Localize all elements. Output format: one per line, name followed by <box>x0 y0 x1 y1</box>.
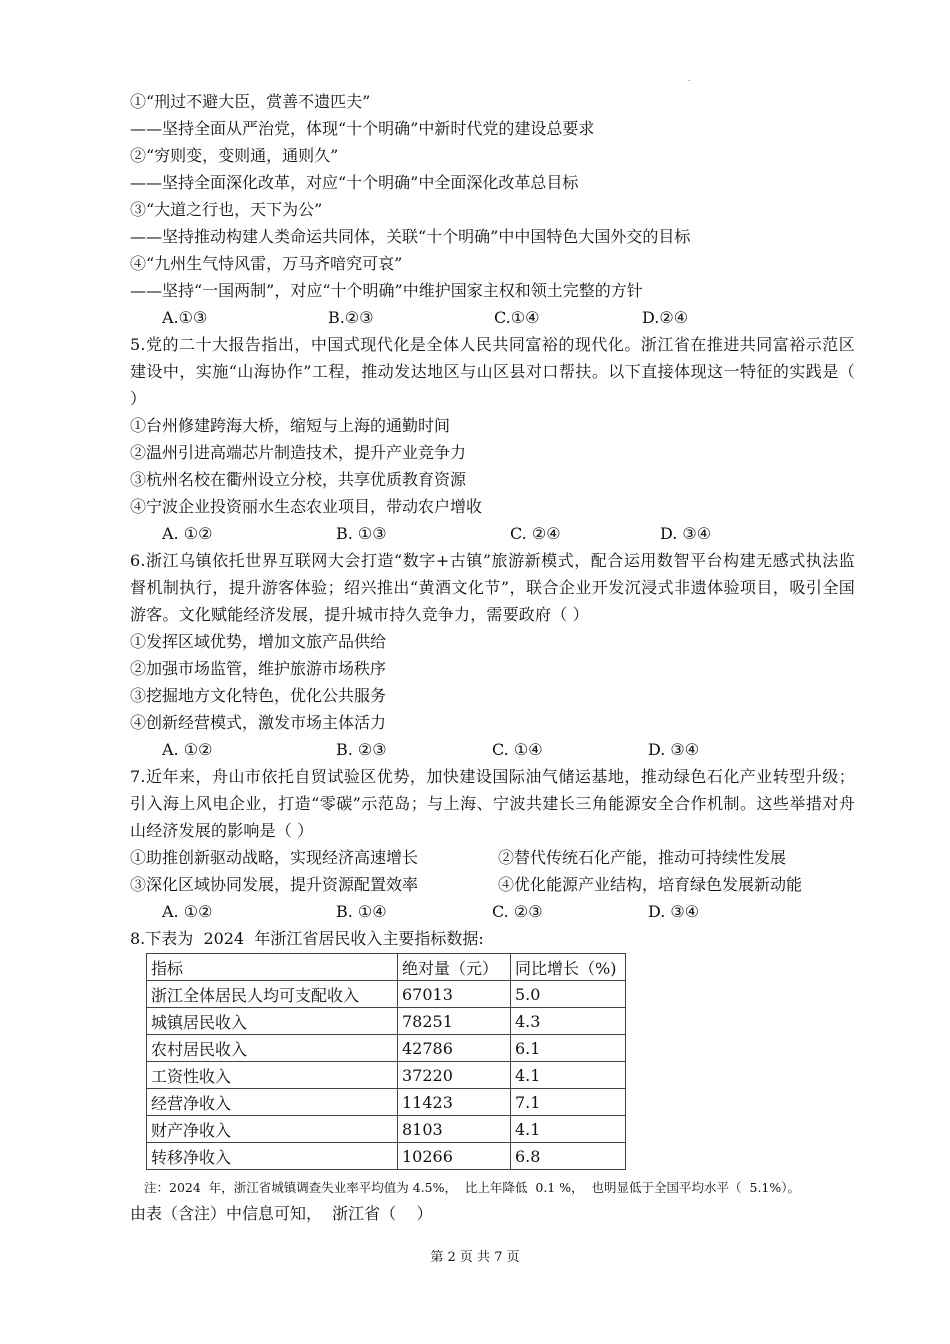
table-cell: 转移净收入 <box>147 1143 398 1170</box>
table-cell: 4.1 <box>511 1062 626 1089</box>
q7-option-d[interactable]: D. ③④ <box>648 902 700 921</box>
table-cell: 工资性收入 <box>147 1062 398 1089</box>
table-cell: 浙江全体居民人均可支配收入 <box>147 981 398 1008</box>
q6-item: ①发挥区域优势，增加文旅产品供给 <box>130 632 387 651</box>
q8-ask: 由表（含注）中信息可知， 浙江省（ ） <box>130 1204 433 1223</box>
q5-item: ③杭州名校在衢州设立分校，共享优质教育资源 <box>130 470 467 489</box>
q6-option-c[interactable]: C. ①④ <box>492 740 543 759</box>
q4-block <box>130 88 855 331</box>
q5-stem: 5.党的二十大报告指出，中国式现代化是全体人民共同富裕的现代化。浙江省在推进共同富裕示范区建设中，实施“山海协作”工程，推动发达地区与山区县对口帮扶。以下直接体现这一特征的实践是（ ） <box>130 335 855 408</box>
q7-item: ④优化能源产业结构，培育绿色发展新动能 <box>498 875 803 894</box>
q6-item: ②加强市场监管，维护旅游市场秩序 <box>130 659 387 678</box>
table-cell: 农村居民收入 <box>147 1035 398 1062</box>
table-cell: 8103 <box>398 1116 511 1143</box>
table-note: 注：2024 年，浙江省城镇调查失业率平均值为 4.5%， 比上年降低 0.1 %， 也明显低于全国平均水平（ 5.1%）。 <box>144 1180 801 1195</box>
table-row <box>147 1089 626 1116</box>
q5-option-d[interactable]: D. ③④ <box>660 524 712 543</box>
q6-stem: 6.浙江乌镇依托世界互联网大会打造“数字+古镇”旅游新模式，配合运用数智平台构建无感式执法监督机制执行，提升游客体验；绍兴推出“黄酒文化节”，联合企业开发沉浸式非遗体验项目，吸引全国游客。文化赋能经济发展，提升城市持久竞争力，需要政府（ ） <box>130 551 855 624</box>
table-cell: 财产净收入 <box>147 1116 398 1143</box>
q6-item: ③挖掘地方文化特色，优化公共服务 <box>130 686 387 705</box>
table-cell: 67013 <box>398 981 511 1008</box>
table-row <box>147 1035 626 1062</box>
q4-item: ——坚持“一国两制”，对应“十个明确”中维护国家主权和领土完整的方针 <box>130 281 643 300</box>
q6-block <box>130 547 855 763</box>
page-content <box>130 88 855 1227</box>
table-cell: 10266 <box>398 1143 511 1170</box>
q7-option-a[interactable]: A. ①② <box>162 902 213 921</box>
q7-stem: 7.近年来，舟山市依托自贸试验区优势，加快建设国际油气储运基地，推动绿色石化产业转型升级；引入海上风电企业，打造“零碳”示范岛；与上海、宁波共建长三角能源安全合作机制。这些举措对舟山经济发展的影响是（ ） <box>130 767 855 840</box>
table-cell: 11423 <box>398 1089 511 1116</box>
table-cell: 经营净收入 <box>147 1089 398 1116</box>
q4-item: ④“九州生气恃风雷，万马齐喑究可哀” <box>130 254 403 273</box>
q6-item: ④创新经营模式，激发市场主体活力 <box>130 713 387 732</box>
page-dot: . <box>688 74 691 83</box>
table-cell: 4.1 <box>511 1116 626 1143</box>
table-cell: 7.1 <box>511 1089 626 1116</box>
table-cell: 37220 <box>398 1062 511 1089</box>
income-table <box>146 953 626 1170</box>
table-cell: 42786 <box>398 1035 511 1062</box>
q6-option-b[interactable]: B. ②③ <box>336 740 387 759</box>
table-cell: 城镇居民收入 <box>147 1008 398 1035</box>
q4-item: ——坚持推动构建人类命运共同体，关联“十个明确”中中国特色大国外交的目标 <box>130 227 691 246</box>
q7-block <box>130 763 855 925</box>
q7-item: ②替代传统石化产能，推动可持续性发展 <box>498 848 787 867</box>
q4-options <box>130 304 855 331</box>
q7-items-row <box>130 871 855 898</box>
q4-item: ①“刑过不避大臣，赏善不遗匹夫” <box>130 92 371 111</box>
q8-block <box>130 925 855 1227</box>
q6-option-d[interactable]: D. ③④ <box>648 740 700 759</box>
q7-option-c[interactable]: C. ②③ <box>492 902 543 921</box>
q8-stem: 8.下表为 2024 年浙江省居民收入主要指标数据: <box>130 929 484 948</box>
table-row <box>147 1116 626 1143</box>
q4-option-c[interactable]: C.①④ <box>494 308 540 327</box>
table-row <box>147 1062 626 1089</box>
page-footer: 第 2 页 共 7 页 <box>430 1250 520 1265</box>
q6-option-a[interactable]: A. ①② <box>162 740 213 759</box>
q4-item: ——坚持全面深化改革，对应“十个明确”中全面深化改革总目标 <box>130 173 579 192</box>
q5-option-c[interactable]: C. ②④ <box>510 524 561 543</box>
table-cell: 5.0 <box>511 981 626 1008</box>
table-header: 绝对量（元） <box>398 954 511 981</box>
table-header: 同比增长（%) <box>511 954 626 981</box>
table-header-row <box>147 954 626 981</box>
q7-item: ①助推创新驱动战略，实现经济高速增长 <box>130 848 419 867</box>
q4-item: ②“穷则变，变则通，通则久” <box>130 146 339 165</box>
q5-options <box>130 520 855 547</box>
table-header: 指标 <box>147 954 398 981</box>
q5-option-b[interactable]: B. ①③ <box>336 524 387 543</box>
q5-item: ②温州引进高端芯片制造技术，提升产业竞争力 <box>130 443 467 462</box>
q4-option-a[interactable]: A.①③ <box>162 308 208 327</box>
q4-option-d[interactable]: D.②④ <box>642 308 689 327</box>
q4-item: ③“大道之行也，天下为公” <box>130 200 323 219</box>
q4-item: ——坚持全面从严治党，体现“十个明确”中新时代党的建设总要求 <box>130 119 595 138</box>
q7-option-b[interactable]: B. ①④ <box>336 902 387 921</box>
q7-options <box>130 898 855 925</box>
q4-option-b[interactable]: B.②③ <box>328 308 374 327</box>
q7-items-row <box>130 844 855 871</box>
table-cell: 4.3 <box>511 1008 626 1035</box>
table-cell: 78251 <box>398 1008 511 1035</box>
table-row <box>147 1143 626 1170</box>
q5-block <box>130 331 855 547</box>
q5-item: ④宁波企业投资丽水生态农业项目，带动农户增收 <box>130 497 483 516</box>
table-cell: 6.1 <box>511 1035 626 1062</box>
q5-option-a[interactable]: A. ①② <box>162 524 213 543</box>
table-row <box>147 1008 626 1035</box>
table-cell: 6.8 <box>511 1143 626 1170</box>
q5-item: ①台州修建跨海大桥，缩短与上海的通勤时间 <box>130 416 451 435</box>
q7-item: ③深化区域协同发展，提升资源配置效率 <box>130 875 419 894</box>
q6-options <box>130 736 855 763</box>
table-row <box>147 981 626 1008</box>
